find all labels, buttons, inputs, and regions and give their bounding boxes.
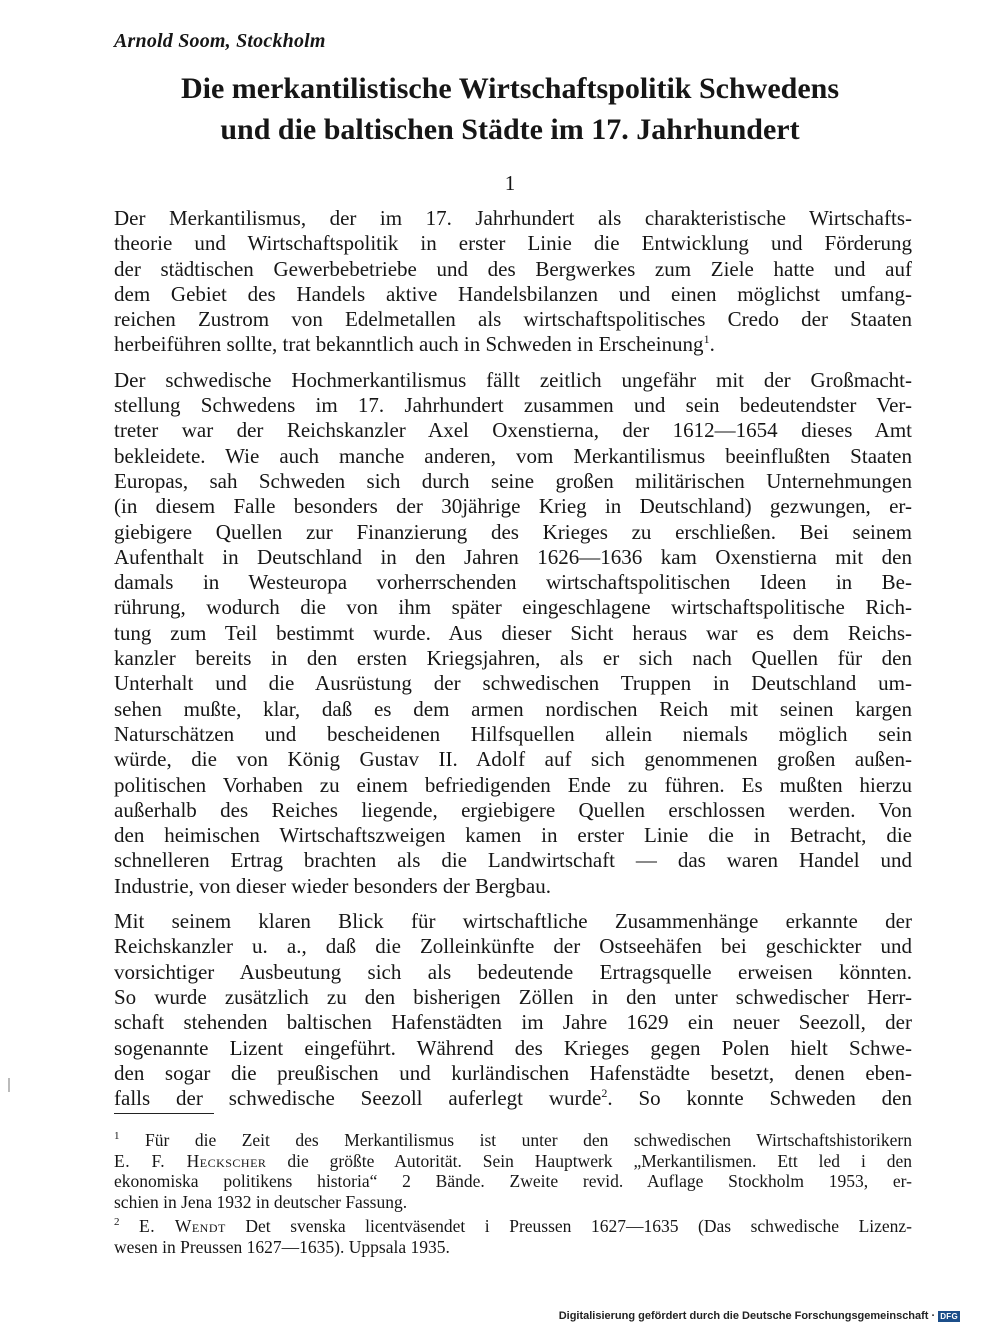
footnote-number: 1 (114, 1130, 120, 1143)
footnote-number: 2 (114, 1216, 120, 1229)
text-line: Europas, sah Schweden sich durch seine großen militärischen Unternehmungen (114, 468, 912, 493)
text-line: Der Merkantilismus, der im 17. Jahrhundert als charakteristische Wirtschafts- (114, 206, 912, 230)
text-line: Unterhalt und die Ausrüstung der schwedischen Truppen in Deutschland um- (114, 671, 912, 696)
text-line: So wurde zusätzlich zu den bisherigen Zöllen in den unter schwedischer Herr- (114, 984, 912, 1009)
title-line: und die baltischen Städte im 17. Jahrhundert (220, 113, 800, 146)
text-line (114, 1151, 912, 1172)
text-segment: So konnte Schweden den (638, 1086, 913, 1111)
text-segment: . (607, 1086, 613, 1111)
text-line: reichen Zustrom von Edelmetallen als wirtschaftspolitisches Credo der Staaten (114, 307, 912, 332)
footnotes (114, 1130, 912, 1261)
text-line: damals in Westeuropa vorherrschenden wirtschaftspolitischen Ideen in Be- (114, 570, 912, 595)
dfg-logo-icon: DFG (940, 1311, 958, 1321)
paragraph (114, 368, 912, 899)
digitization-credit (559, 1310, 960, 1322)
cited-author: E. F. Heckscher (114, 1150, 267, 1171)
scan-artifact (8, 1078, 10, 1092)
text-line: Der schwedische Hochmerkantilismus fällt zeitlich ungefähr mit der Großmacht- (114, 367, 912, 392)
footnote (114, 1216, 912, 1257)
text-line: den sogar die preußischen und kurländischen Hafenstädte besetzt, denen eben- (114, 1060, 912, 1085)
text-line: Mit seinem klaren Blick für wirtschaftliche Zusammenhänge erkannte der (114, 909, 912, 934)
text-line: schnelleren Ertrag brachten als die Landwirtschaft — das waren Handel und (114, 848, 912, 873)
text-line (114, 1130, 912, 1151)
text-line: schaft stehenden baltischen Hafenstädten im Jahre 1629 ein neuer Seezoll, der (114, 1010, 912, 1035)
text-line: ekonomiska politikens historia“ 2 Bände. Zweite revid. Auflage Stockholm 1953, er- (114, 1171, 912, 1191)
footnote-ref[interactable]: 2 (601, 1086, 608, 1101)
text-segment: Det svenska licentväsendet i Preussen 1627—1635 (Das schwedische Lizenz- (245, 1216, 913, 1236)
text-line: tung zum Teil bestimmt wurde. Aus dieser Sicht heraus war es dem Reichs- (114, 620, 912, 645)
text-line: kanzler bereits in den ersten Kriegsjahren, als er sich nach Quellen für den (114, 646, 912, 671)
text-line (114, 1086, 912, 1111)
text-line: außerhalb des Reiches liegende, ergiebigere Quellen erschlossen werden. Von (114, 797, 912, 822)
text-segment: herbeiführen sollte, trat bekanntlich auch in Schweden in Erscheinung (114, 332, 704, 357)
text-line: Industrie, von dieser wieder besonders der Bergbau. (114, 873, 551, 898)
text-line (114, 332, 912, 357)
paragraph (114, 206, 912, 358)
text-line: sogenannte Lizent eingeführt. Während des Krieges gegen Polen hielt Schwe- (114, 1035, 912, 1060)
text-segment: die größte Autorität. Sein Hauptwerk „Merkantilismen. Ett led i den (287, 1150, 912, 1171)
text-line: dem Gebiet des Handels aktive Handelsbilanzen und einen möglichst umfang- (114, 281, 912, 306)
text-line: der städtischen Gewerbebetriebe und des Bergwerkes zum Ziele hatte und auf (114, 256, 912, 281)
credit-text: Digitalisierung gefördert durch die Deutsche Forschungsgemeinschaft · (558, 1310, 936, 1322)
text-line: Naturschätzen und bescheidenen Hilfsquellen allein niemals möglich sein (114, 721, 912, 746)
text-line: sehen mußte, klar, daß es dem armen nordischen Reich mit seinen kargen (114, 696, 912, 721)
text-line: wesen in Preussen 1627—1635). Uppsala 1935. (114, 1236, 450, 1257)
cited-author: E. Wendt (139, 1216, 226, 1236)
text-line: Aufenthalt in Deutschland in den Jahren 1626—1636 kam Oxenstierna mit den (114, 544, 912, 569)
text-line: würde, die von König Gustav II. Adolf auf sich genommenen großen außen- (114, 747, 912, 772)
author-line: Arnold Soom, Stockholm (114, 30, 326, 52)
text-segment: falls der schwedische Seezoll auferlegt wurde (114, 1086, 602, 1111)
text-segment: . (709, 332, 715, 357)
footnote (114, 1130, 912, 1212)
article-title (100, 68, 920, 150)
text-line: stellung Schwedens im 17. Jahrhundert zusammen und sein bedeutendster Ver- (114, 393, 912, 418)
text-line: den heimischen Wirtschaftszweigen kamen in erster Linie die in Betracht, die (114, 823, 912, 848)
text-line: politischen Vorhaben zu einem befriedigenden Ende zu führen. Es mußten hierzu (114, 772, 912, 797)
text-line: schien in Jena 1932 in deutscher Fassung. (114, 1191, 408, 1212)
paragraph (114, 909, 912, 1111)
footnote-divider (114, 1113, 214, 1114)
text-line (114, 1216, 912, 1237)
text-line: vorsichtiger Ausbeutung sich als bedeutende Ertragsquelle erweisen könnten. (114, 959, 912, 984)
text-line: theorie und Wirtschaftspolitik in erster Linie die Entwicklung und Förderung (114, 231, 912, 256)
text-segment: Für die Zeit des Merkantilismus ist unter den schwedischen Wirtschaftshistorikern (145, 1130, 913, 1150)
footnote-ref[interactable]: 1 (703, 332, 710, 347)
body-text (114, 206, 912, 1121)
section-number: 1 (504, 171, 516, 195)
text-line: bekleidete. Wie auch manche anderen, vom Merkantilismus beeinflußten Staaten (114, 443, 912, 468)
title-line: Die merkantilistische Wirtschaftspolitik Schwedens (180, 72, 840, 105)
text-line: (in diesem Falle besonders der 30jährige Krieg in Deutschland) gezwungen, er- (114, 494, 912, 519)
text-line: giebigere Quellen zur Finanzierung des Krieges zu erschließen. Bei seinem (114, 519, 912, 544)
text-line: treter war der Reichskanzler Axel Oxenstierna, der 1612—1654 dieses Amt (114, 418, 912, 443)
text-line: rührung, wodurch die von ihm später eingeschlagene wirtschaftspolitische Rich- (114, 595, 912, 620)
text-line: Reichskanzler u. a., daß die Zolleinkünfte der Ostseehäfen bei geschickter und (114, 934, 912, 959)
